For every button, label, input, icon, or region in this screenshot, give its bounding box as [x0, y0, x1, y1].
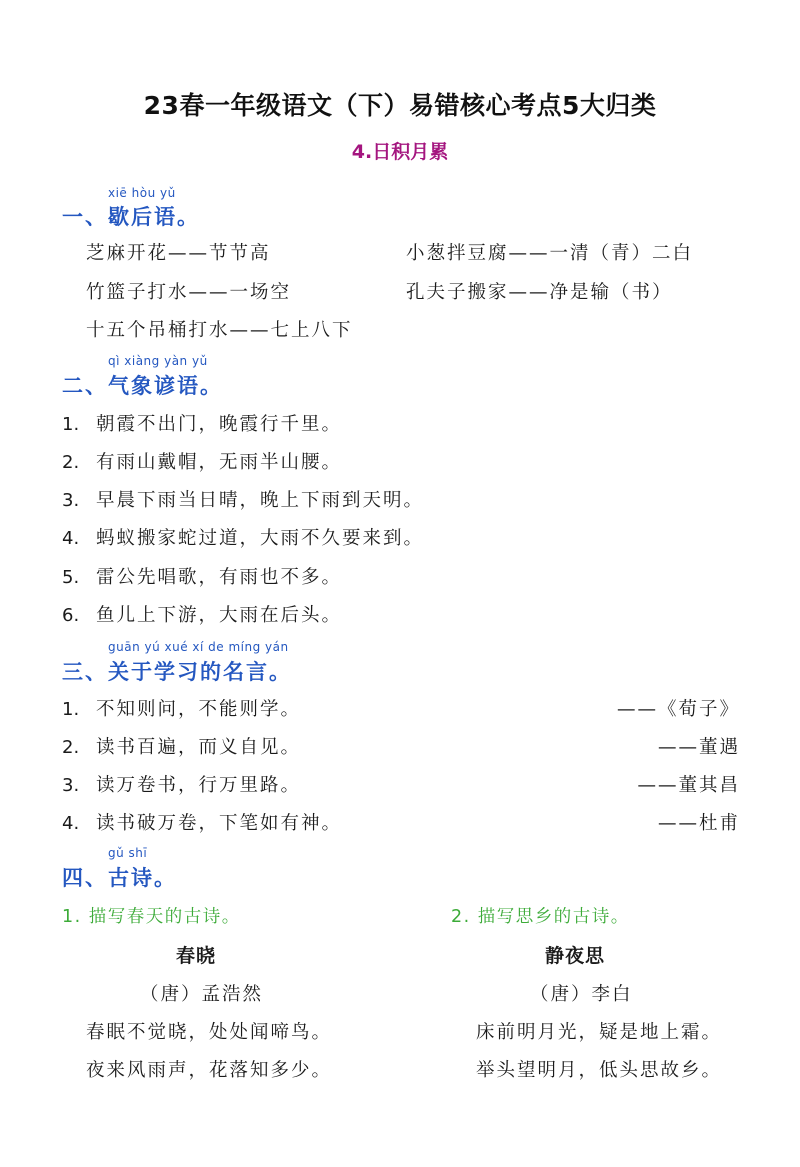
- section-3-heading: 三、关于学习的名言。: [62, 660, 292, 684]
- quote-number: 2.: [62, 737, 80, 758]
- quote-text: 读书破万卷，下笔如有神。: [96, 813, 343, 834]
- proverb-text: 雷公先唱歌，有雨也不多。: [96, 567, 343, 588]
- poem-1-title: 春晓: [176, 945, 217, 967]
- poem-1-author: （唐）孟浩然: [140, 984, 264, 1005]
- poem-2-line: 床前明月光，疑是地上霜。: [476, 1022, 723, 1043]
- proverb-text: 有雨山戴帽，无雨半山腰。: [96, 452, 343, 473]
- quote-item: [62, 809, 342, 835]
- quote-source: ——董遇: [657, 737, 740, 758]
- proverb-number: 2.: [62, 452, 80, 473]
- xiehouyu-item: 孔夫子搬家——净是输（书）: [406, 282, 673, 303]
- quote-source: ——杜甫: [657, 813, 740, 834]
- proverb-item: [62, 410, 342, 436]
- proverb-text: 鱼儿上下游，大雨在后头。: [96, 605, 343, 626]
- poem-1-line: 夜来风雨声，花落知多少。: [86, 1060, 333, 1081]
- page-subtitle: 4.日积月累: [351, 141, 449, 163]
- section-2-pinyin: qì xiàng yàn yǔ: [108, 354, 208, 368]
- proverb-item: [62, 524, 424, 550]
- proverb-number: 1.: [62, 414, 80, 435]
- quote-item: [62, 733, 301, 759]
- quote-item: [62, 771, 301, 797]
- quote-number: 1.: [62, 699, 80, 720]
- xiehouyu-item: 竹篮子打水——一场空: [86, 282, 292, 303]
- poem-2-title: 静夜思: [545, 945, 606, 967]
- proverb-item: [62, 601, 342, 627]
- proverb-number: 5.: [62, 567, 80, 588]
- quote-number: 3.: [62, 775, 80, 796]
- poem-1-heading: 1. 描写春天的古诗。: [62, 907, 241, 927]
- proverb-number: 6.: [62, 605, 80, 626]
- quote-source: ——《荀子》: [616, 699, 740, 720]
- section-1-heading: 一、歇后语。: [62, 205, 200, 229]
- proverb-text: 早晨下雨当日晴，晚上下雨到天明。: [96, 490, 425, 511]
- xiehouyu-item: 芝麻开花——节节高: [86, 243, 271, 264]
- poem-1-line: 春眠不觉晓，处处闻啼鸟。: [86, 1022, 333, 1043]
- quote-item: [62, 695, 301, 721]
- section-4-heading: 四、古诗。: [62, 866, 177, 890]
- poem-2-line: 举头望明月，低头思故乡。: [476, 1060, 723, 1081]
- quote-text: 不知则问，不能则学。: [96, 699, 302, 720]
- proverb-number: 4.: [62, 528, 80, 549]
- proverb-text: 蚂蚁搬家蛇过道，大雨不久要来到。: [96, 528, 425, 549]
- proverb-item: [62, 486, 424, 512]
- section-1-pinyin: xiē hòu yǔ: [108, 186, 176, 200]
- section-4-pinyin: gǔ shī: [108, 846, 148, 860]
- quote-text: 读万卷书，行万里路。: [96, 775, 302, 796]
- xiehouyu-item: 十五个吊桶打水——七上八下: [86, 320, 353, 341]
- section-3-pinyin: guān yú xué xí de míng yán: [108, 640, 289, 654]
- proverb-item: [62, 563, 342, 589]
- proverb-number: 3.: [62, 490, 80, 511]
- section-2-heading: 二、气象谚语。: [62, 374, 223, 398]
- poem-2-author: （唐）李白: [530, 984, 633, 1005]
- quote-source: ——董其昌: [637, 775, 740, 796]
- proverb-item: [62, 448, 342, 474]
- quote-number: 4.: [62, 813, 80, 834]
- proverb-text: 朝霞不出门，晚霞行千里。: [96, 414, 343, 435]
- quote-text: 读书百遍，而义自见。: [96, 737, 302, 758]
- poem-2-heading: 2. 描写思乡的古诗。: [451, 907, 630, 927]
- xiehouyu-item: 小葱拌豆腐——一清（青）二白: [406, 243, 694, 264]
- page-title: 23春一年级语文（下）易错核心考点5大归类: [143, 91, 657, 120]
